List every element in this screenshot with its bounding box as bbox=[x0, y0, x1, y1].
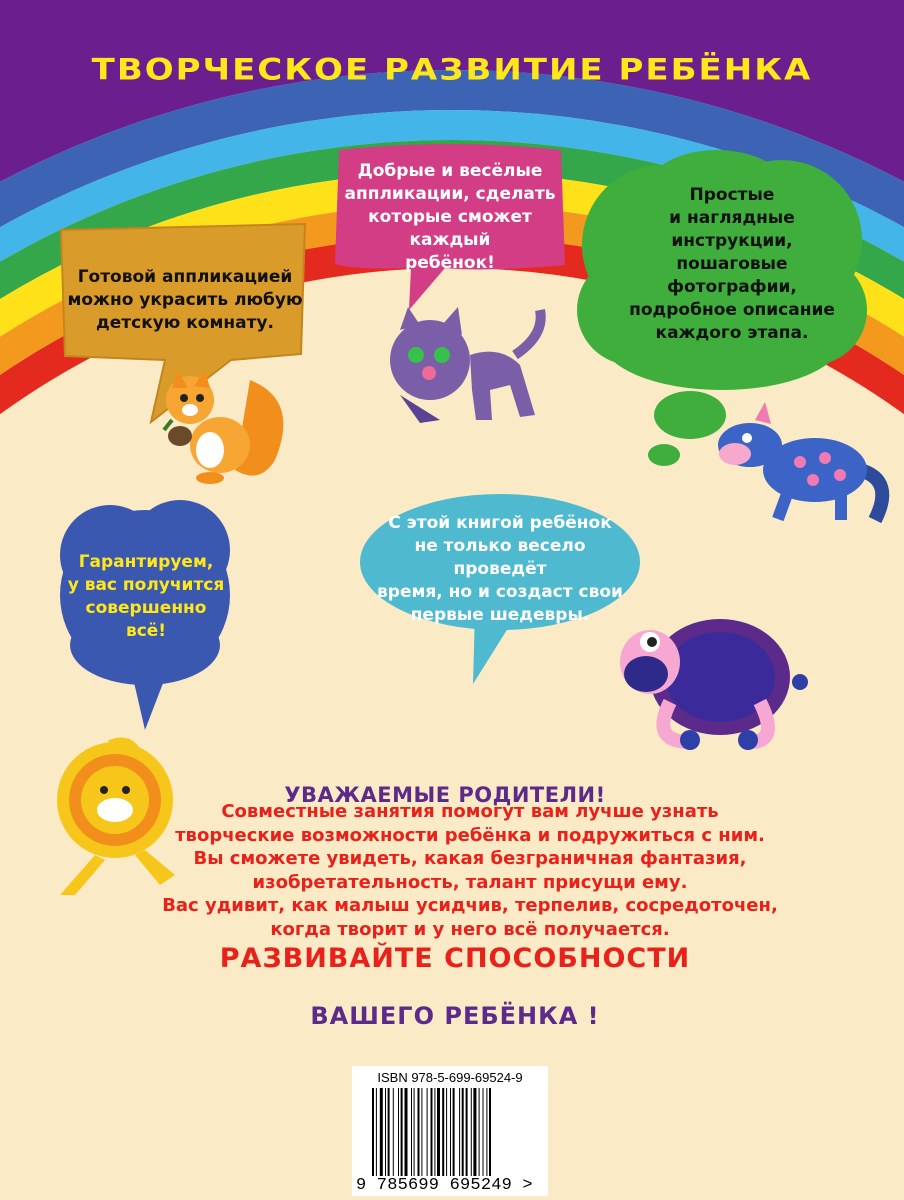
barcode-bar bbox=[462, 1088, 464, 1176]
sheep-illustration bbox=[610, 592, 820, 752]
barcode-bar bbox=[388, 1088, 390, 1176]
barcode-bar bbox=[446, 1088, 447, 1176]
barcode-bar bbox=[434, 1088, 435, 1176]
slogan-line-1: РАЗВИВАЙТЕ СПОСОБНОСТИ bbox=[219, 943, 691, 974]
barcode-box bbox=[352, 1066, 548, 1196]
barcode-bar bbox=[411, 1088, 412, 1176]
cyan-bubble-text: С этой книгой ребёнок не только весело проведёт время, но и создаст свои первые шедевры. bbox=[377, 513, 623, 625]
barcode-bar bbox=[401, 1088, 403, 1176]
parents-paragraph bbox=[150, 800, 790, 941]
barcode-bars bbox=[372, 1088, 532, 1178]
barcode-bar bbox=[453, 1088, 455, 1176]
barcode-bar bbox=[431, 1088, 433, 1176]
barcode-bar bbox=[393, 1088, 394, 1176]
cat-illustration bbox=[380, 305, 555, 430]
horse-illustration bbox=[715, 400, 895, 525]
barcode-bar bbox=[376, 1088, 377, 1176]
parents-line: творческие возможности ребёнка и подружиться с ним. bbox=[175, 824, 765, 846]
parents-line: Вас удивит, как малыш усидчив, терпелив, сосредоточен, bbox=[162, 895, 778, 916]
barcode-bar bbox=[479, 1088, 480, 1176]
barcode-bar bbox=[471, 1088, 472, 1176]
barcode-bar bbox=[437, 1088, 440, 1176]
barcode-bar bbox=[466, 1088, 468, 1176]
parents-line: изобретательность, талант присущи ему. bbox=[252, 871, 688, 893]
barcode-bar bbox=[459, 1088, 460, 1176]
parents-line: Совместные занятия помогут вам лучше узнать bbox=[221, 801, 719, 822]
barcode-bar bbox=[405, 1088, 408, 1176]
barcode-bar bbox=[414, 1088, 415, 1176]
barcode-bar bbox=[380, 1088, 383, 1176]
barcode-bar bbox=[427, 1088, 428, 1176]
parents-heading: УВАЖАЕМЫЕ РОДИТЕЛИ! bbox=[284, 783, 606, 807]
barcode-bar bbox=[450, 1088, 451, 1176]
page-title: ТВОРЧЕСКОЕ РАЗВИТИЕ РЕБЁНКА bbox=[91, 53, 813, 87]
barcode-bar bbox=[372, 1088, 374, 1176]
gold-bubble-text: Готовой аппликацией можно украсить любую детскую комнату. bbox=[67, 267, 303, 333]
barcode-bar bbox=[418, 1088, 420, 1176]
parents-line: Вы сможете увидеть, какая безграничная фантазия, bbox=[193, 848, 747, 869]
isbn-text: ISBN 978-5-699-69524-9 bbox=[377, 1070, 523, 1085]
parents-line: когда творит и у него всё получается. bbox=[270, 918, 670, 940]
pink-bubble-text: Добрые и весёлые аппликации, сделать которые сможет каждый ребёнок! bbox=[344, 161, 556, 273]
blue-bubble-text: Гарантируем, у вас получится совершенно всё! bbox=[67, 552, 225, 641]
barcode-bar bbox=[486, 1088, 487, 1176]
barcode-bar bbox=[489, 1088, 491, 1176]
barcode-bar bbox=[398, 1088, 399, 1176]
squirrel-illustration bbox=[150, 360, 290, 490]
slogan-line-2: ВАШЕГО РЕБЁНКА ! bbox=[310, 1002, 600, 1030]
barcode-bar bbox=[421, 1088, 422, 1176]
barcode-bar bbox=[473, 1088, 476, 1176]
barcode-bar bbox=[385, 1088, 386, 1176]
barcode-bar bbox=[442, 1088, 444, 1176]
green-bubble-text: Простые и наглядные инструкции, пошаговые фотографии, подробное описание каждого этапа. bbox=[629, 185, 835, 343]
ean-number: 9 785699 695249 > bbox=[356, 1176, 533, 1195]
barcode-bar bbox=[483, 1088, 484, 1176]
